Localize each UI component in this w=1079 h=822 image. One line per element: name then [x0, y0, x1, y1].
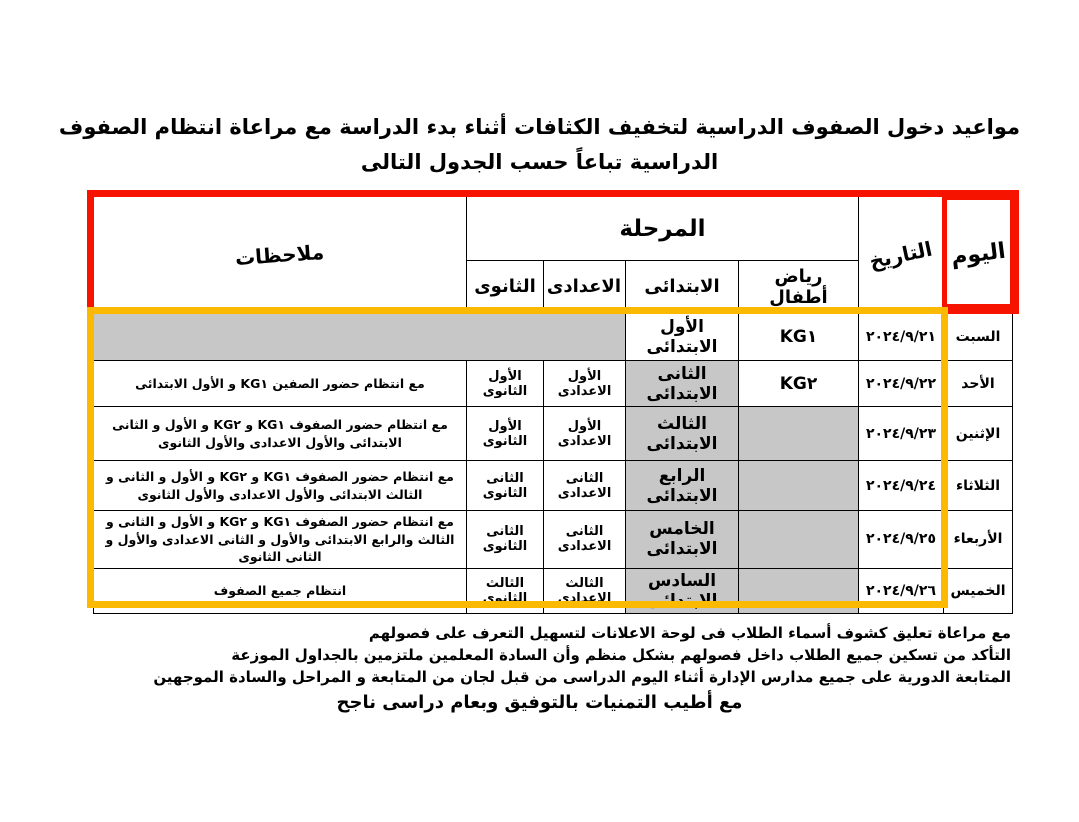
header-notes [94, 197, 467, 313]
date-cell: ٢٠٢٤/٩/٢٢ [859, 361, 944, 407]
secondary-cell: الأول الثانوى [466, 407, 543, 461]
prep-cell: الأول الاعدادى [544, 407, 626, 461]
kg-cell [739, 568, 859, 613]
day-cell: الأربعاء [944, 511, 1013, 569]
primary-cell: السادس الابتدائى [626, 568, 739, 613]
page-title-line2: الدراسية تباعاً حسب الجدول التالى [360, 149, 719, 174]
closing-wishes: مع أطيب التمنيات بالتوفيق وبعام دراسى ناجح [336, 692, 743, 713]
day-cell: الأحد [944, 361, 1013, 407]
secondary-cell: الثانى الثانوى [466, 511, 543, 569]
table-row-monday [94, 407, 1013, 461]
notes-cell: مع انتظام حضور الصفوف KG١ و KG٢ و الأول و الثانى و الثالث الابتدائى والأول الاعدادى والأول الثانوى [94, 461, 467, 511]
kg-cell [739, 461, 859, 511]
primary-cell: الثالث الابتدائى [626, 407, 739, 461]
day-cell: الخميس [944, 568, 1013, 613]
kg-cell [739, 511, 859, 569]
primary-cell: الخامس الابتدائى [626, 511, 739, 569]
page-title [0, 110, 1079, 179]
schedule-table [93, 196, 1013, 614]
notes-cell: مع انتظام حضور الصفين KG١ و الأول الابتدائى [94, 361, 467, 407]
notes-cell: انتظام جميع الصفوف [94, 568, 467, 613]
table-row-saturday [94, 313, 1013, 361]
footer-notes [68, 622, 1011, 689]
date-cell: ٢٠٢٤/٩/٢١ [859, 313, 944, 361]
header-notes-label: ملاحظات [234, 239, 326, 270]
footer-note-3: المتابعة الدورية على جميع مدارس الإدارة أثناء اليوم الدراسى من قبل لجان من المتابعة و المراحل والسادة الموجهين [153, 668, 1011, 687]
footer-note-2: التأكد من تسكين جميع الطلاب داخل فصولهم بشكل منظم وأن السادة المعلمين ملتزمين بالجداول الموزعة [231, 646, 1011, 665]
date-cell: ٢٠٢٤/٩/٢٦ [859, 568, 944, 613]
table-row-wednesday [94, 511, 1013, 569]
header-primary: الابتدائى [626, 261, 739, 313]
table-header [94, 197, 1013, 313]
primary-cell: الرابع الابتدائى [626, 461, 739, 511]
primary-cell: الأول الابتدائى [626, 313, 739, 361]
header-secondary: الثانوى [466, 261, 543, 313]
date-cell: ٢٠٢٤/٩/٢٥ [859, 511, 944, 569]
day-cell: الثلاثاء [944, 461, 1013, 511]
schedule-table-wrapper [93, 196, 1013, 614]
footer-note-1: مع مراعاة تعليق كشوف أسماء الطلاب فى لوحة الاعلانات لتسهيل التعرف على فصولهم [368, 624, 1011, 642]
primary-cell: الثانى الابتدائى [626, 361, 739, 407]
kg-cell: KG١ [739, 313, 859, 361]
table-row-tuesday [94, 461, 1013, 511]
secondary-cell: الثالث الثانوى [466, 568, 543, 613]
header-day-label: اليوم [949, 238, 1007, 271]
header-day [944, 197, 1013, 313]
table-body [94, 313, 1013, 614]
day-cell: السبت [944, 313, 1013, 361]
day-cell: الإثنين [944, 407, 1013, 461]
notes-cell: مع انتظام حضور الصفوف KG١ و KG٢ و الأول و الثانى الابتدائى والأول الاعدادى والأول الثانوى [94, 407, 467, 461]
date-cell: ٢٠٢٤/٩/٢٣ [859, 407, 944, 461]
kg-cell: KG٢ [739, 361, 859, 407]
secondary-cell: الثانى الثانوى [466, 461, 543, 511]
table-row-sunday [94, 361, 1013, 407]
empty-merged-cell [94, 313, 626, 361]
date-cell: ٢٠٢٤/٩/٢٤ [859, 461, 944, 511]
header-date-label: التاريخ [867, 236, 935, 273]
prep-cell: الثانى الاعدادى [544, 511, 626, 569]
kg-cell [739, 407, 859, 461]
header-date [859, 197, 944, 313]
page-title-line1: مواعيد دخول الصفوف الدراسية لتخفيف الكثافات أثناء بدء الدراسة مع مراعاة انتظام الصفوف [58, 115, 1021, 139]
secondary-cell: الأول الثانوى [466, 361, 543, 407]
table-row-thursday [94, 568, 1013, 613]
header-preparatory: الاعدادى [544, 261, 626, 313]
prep-cell: الثالث الاعدادى [544, 568, 626, 613]
prep-cell: الأول الاعدادى [544, 361, 626, 407]
prep-cell: الثانى الاعدادى [544, 461, 626, 511]
header-stage: المرحلة [466, 197, 858, 261]
notes-cell: مع انتظام حضور الصفوف KG١ و KG٢ و الأول و الثانى و الثالث والرابع الابتدائى والأول و الثانى الاعدادى والأول و الثانى الثانوى [94, 511, 467, 569]
header-kindergarten: رياض أطفال [739, 261, 859, 313]
